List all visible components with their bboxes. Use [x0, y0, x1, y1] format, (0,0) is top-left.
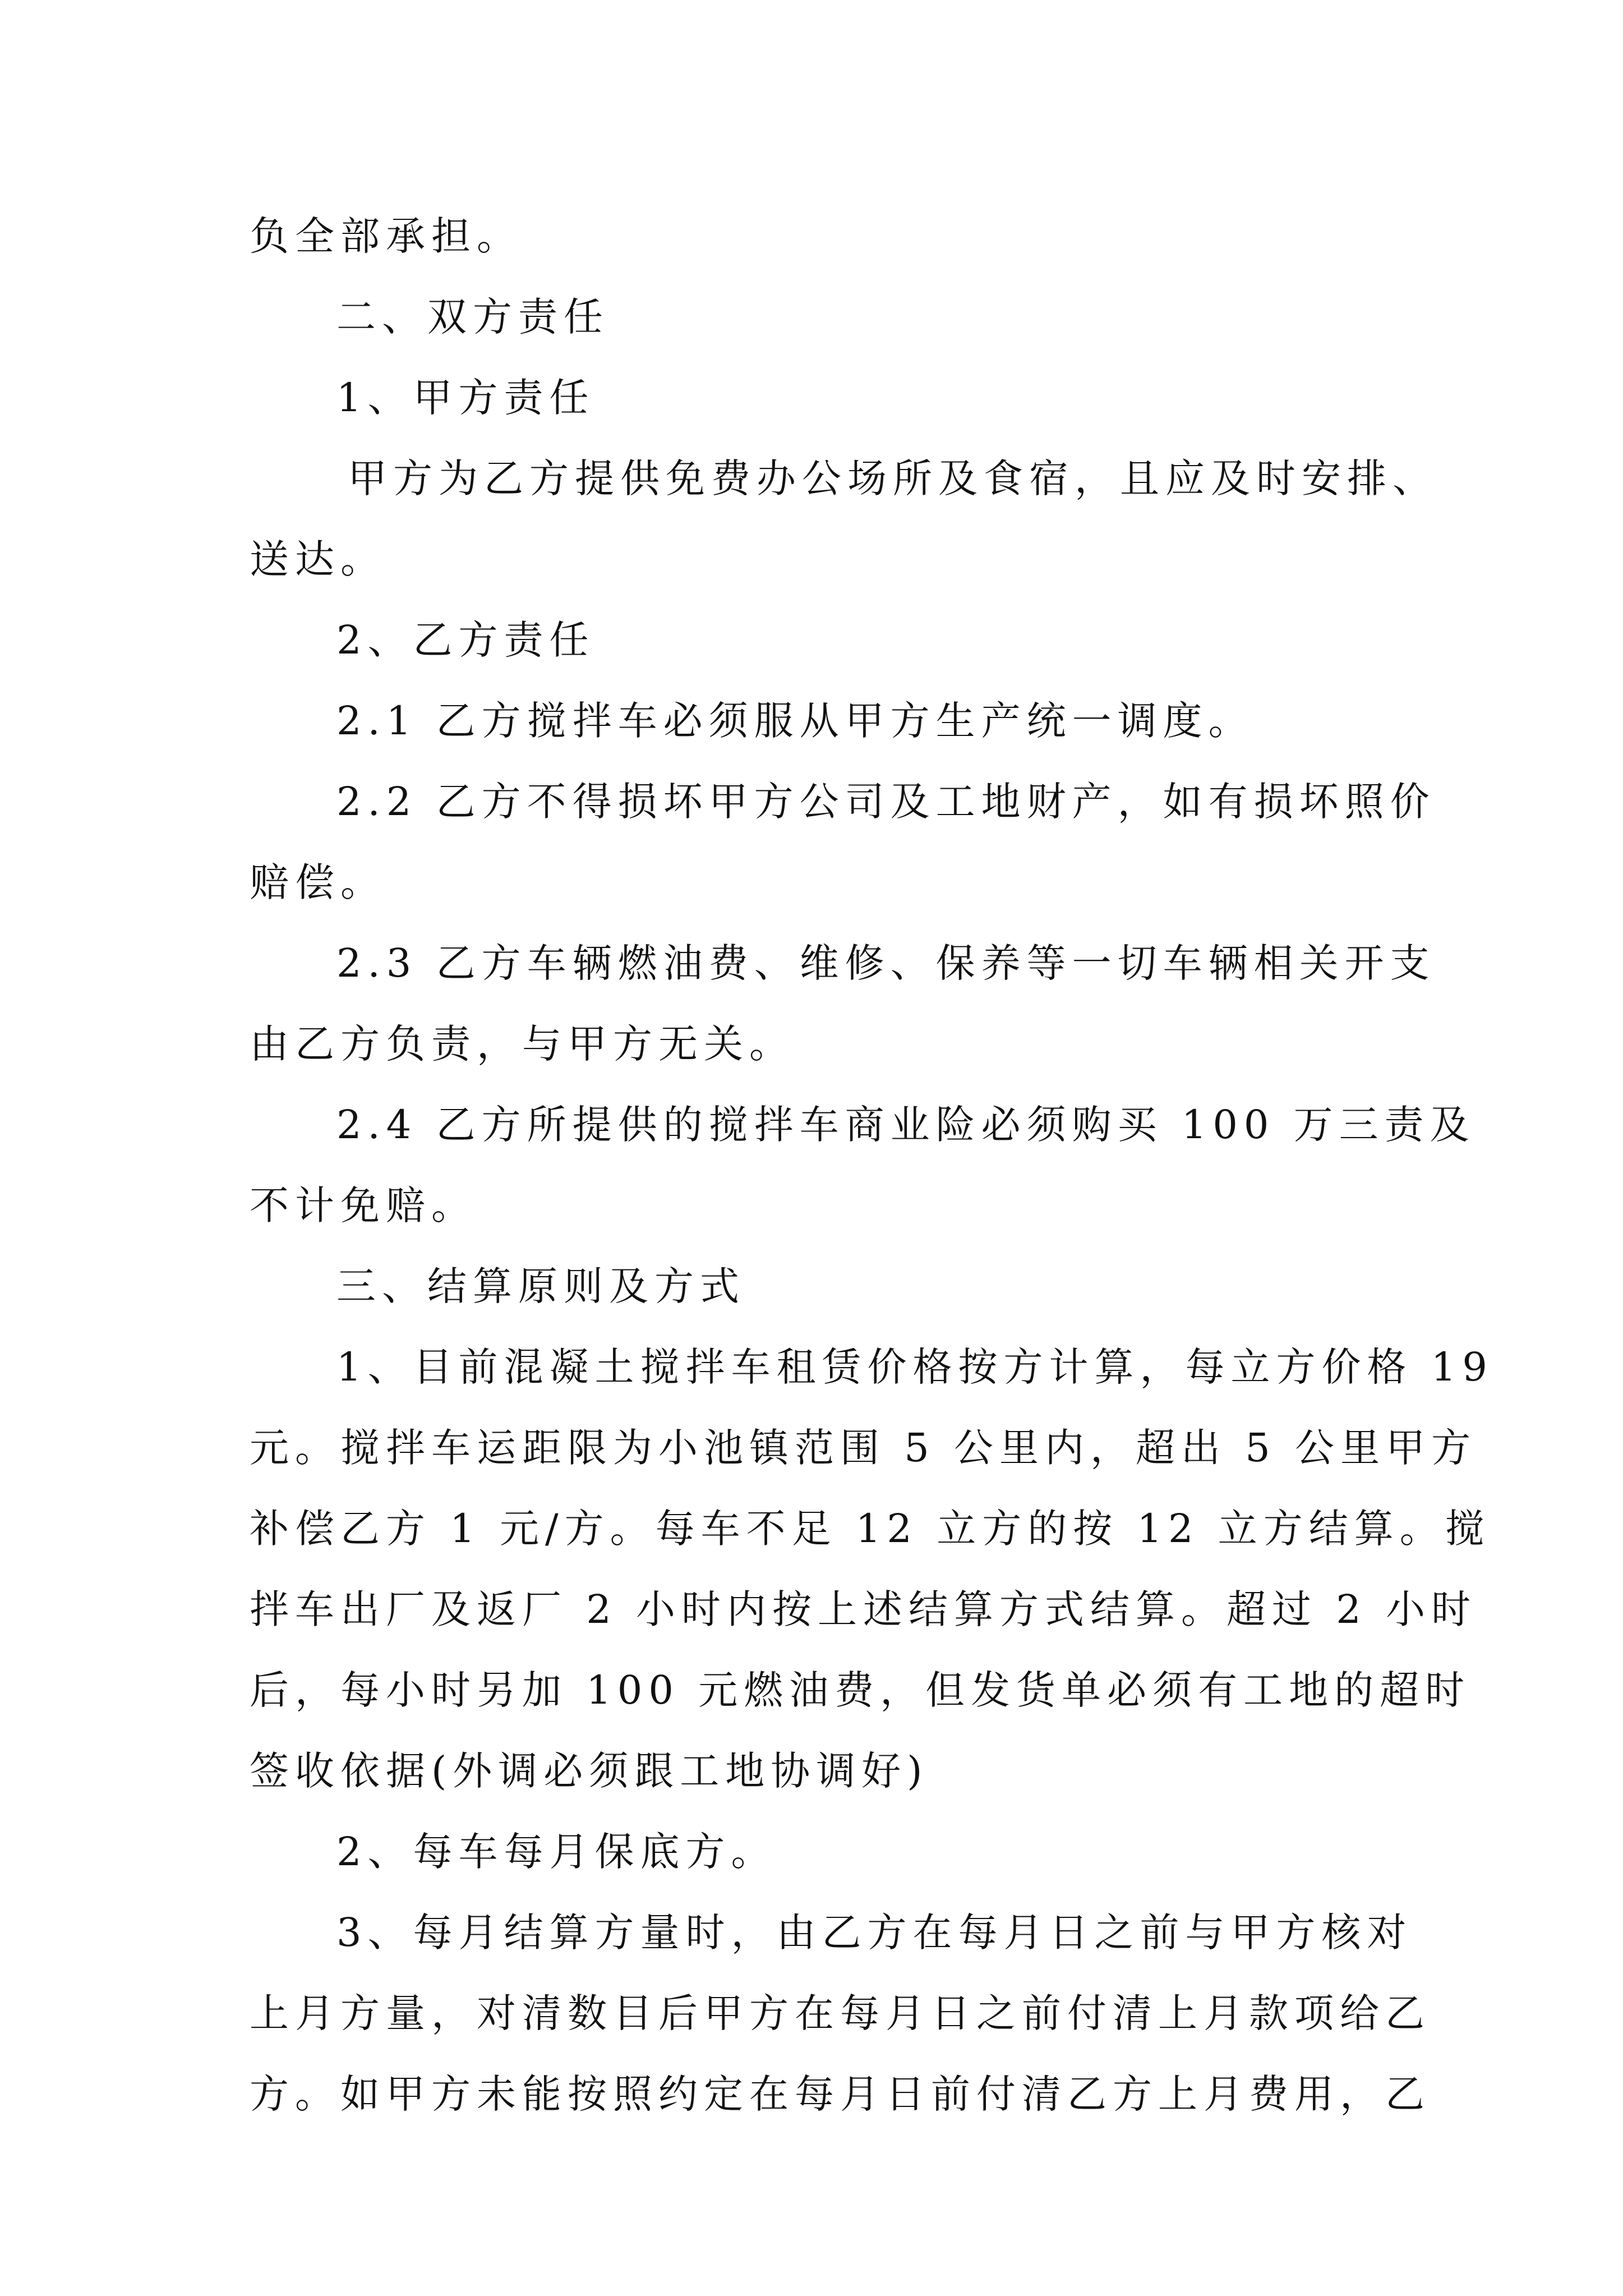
text-line: 由乙方负责，与甲方无关。 [250, 1021, 795, 1067]
text-line: 1、目前混凝土搅拌车租赁价格按方计算，每立方价格 19 [336, 1344, 1493, 1390]
text-line: 2.1 乙方搅拌车必须服从甲方生产统一调度。 [336, 698, 1254, 744]
text-line: 赔偿。 [250, 859, 386, 905]
text-line: 3、每月结算方量时，由乙方在每月日之前与甲方核对 [336, 1910, 1413, 1955]
subsection-heading: 1、甲方责任 [336, 375, 595, 421]
subsection-heading: 2、乙方责任 [336, 617, 595, 663]
text-line: 上月方量，对清数目后甲方在每月日之前付清上月款项给乙 [250, 1990, 1431, 2036]
text-line: 补偿乙方 1 元/方。每车不足 12 立方的按 12 立方结算。搅 [250, 1506, 1491, 1552]
section-heading: 三、结算原则及方式 [336, 1263, 745, 1309]
text-line: 元。搅拌车运距限为小池镇范围 5 公里内，超出 5 公里甲方 [250, 1425, 1477, 1471]
text-line: 方。如甲方未能按照约定在每月日前付清乙方上月费用，乙 [250, 2071, 1431, 2117]
section-heading: 二、双方责任 [336, 294, 609, 340]
text-line: 负全部承担。 [250, 213, 522, 259]
text-line: 不计免赔。 [250, 1182, 477, 1228]
text-line: 2、每车每月保底方。 [336, 1829, 777, 1875]
text-line: 2.4 乙方所提供的搅拌车商业险必须购买 100 万三责及 [336, 1102, 1476, 1148]
text-line: 甲方为乙方提供免费办公场所及食宿，且应及时安排、 [348, 455, 1438, 501]
text-line: 送达。 [250, 536, 386, 582]
text-line: 拌车出厂及返厂 2 小时内按上述结算方式结算。超过 2 小时 [250, 1586, 1477, 1632]
text-line: 2.3 乙方车辆燃油费、维修、保养等一切车辆相关开支 [336, 940, 1436, 986]
text-line: 2.2 乙方不得损坏甲方公司及工地财产，如有损坏照价 [336, 779, 1436, 825]
text-line: 签收依据(外调必须跟工地协调好) [250, 1748, 929, 1794]
text-line: 后，每小时另加 100 元燃油费，但发货单必须有工地的超时 [250, 1667, 1471, 1713]
